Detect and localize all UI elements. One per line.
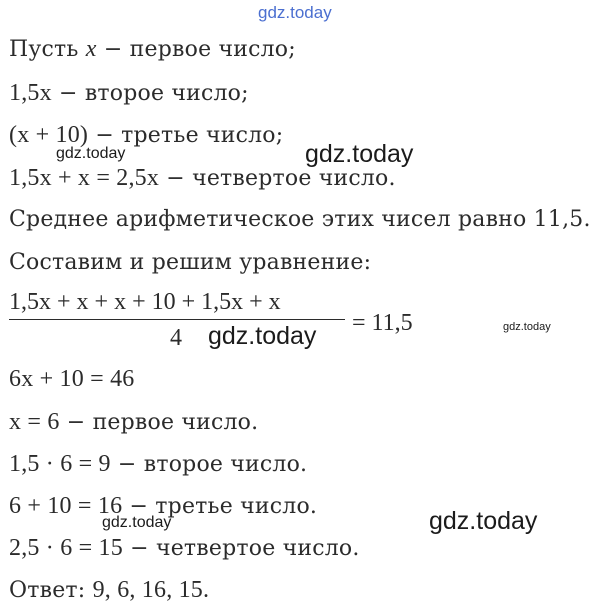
line-2-text: − второе число; <box>51 81 249 106</box>
fraction-numerator: 1,5x + x + x + 10 + 1,5x + x <box>9 289 281 315</box>
watermark-5: gdz.today <box>102 514 172 531</box>
line-11-math: 2,5 · 6 = 15 <box>9 535 123 561</box>
line-4-text: − четвертое число. <box>159 166 396 191</box>
line-2-math: 1,5x <box>9 80 52 106</box>
line-10-text: − третье число. <box>122 494 318 519</box>
watermark-4: gdz.today <box>503 321 551 333</box>
line-1-text: − первое число; <box>96 37 296 62</box>
line-2 <box>9 80 249 107</box>
line-3-text: − третье число; <box>88 123 284 148</box>
line-4-math: 1,5x + x = 2,5x <box>9 165 160 191</box>
watermark-7: gdz.today <box>480 596 528 608</box>
watermark-3: gdz.today <box>208 322 317 350</box>
answer-label: Ответ: <box>9 578 93 603</box>
line-5: Среднее арифметическое этих чисел равно 11,5. <box>9 207 591 232</box>
line-7: 6x + 10 = 46 <box>9 366 135 392</box>
answer-line <box>9 577 209 604</box>
line-3 <box>9 122 283 149</box>
fraction-bar <box>9 319 345 320</box>
watermark-top: gdz.today <box>258 3 332 22</box>
line-10-math: 6 + 10 = 16 <box>9 493 123 519</box>
line-1 <box>9 36 296 63</box>
watermark-6: gdz.today <box>429 507 538 535</box>
line-11-text: − четвертое число. <box>122 536 360 561</box>
fraction-denominator: 4 <box>170 325 182 351</box>
line-6: Составим и решим уравнение: <box>9 250 372 275</box>
line-11 <box>9 535 360 562</box>
answer-values: 9, 6, 16, 15. <box>92 577 210 603</box>
line-1-prefix: Пусть <box>9 37 86 62</box>
line-9-math: 1,5 · 6 = 9 <box>9 451 111 477</box>
line-4 <box>9 165 396 192</box>
watermark-1: gdz.today <box>56 145 126 162</box>
line-8 <box>9 409 258 436</box>
line-3-math: (x + 10) <box>9 122 89 148</box>
watermark-2: gdz.today <box>305 140 414 168</box>
line-9-text: − второе число. <box>110 452 308 477</box>
line-9 <box>9 451 307 478</box>
line-1-math: x <box>85 36 97 62</box>
line-8-text: − первое число. <box>59 410 259 435</box>
line-8-math: x = 6 <box>9 409 60 435</box>
fraction-rhs: = 11,5 <box>352 310 413 336</box>
